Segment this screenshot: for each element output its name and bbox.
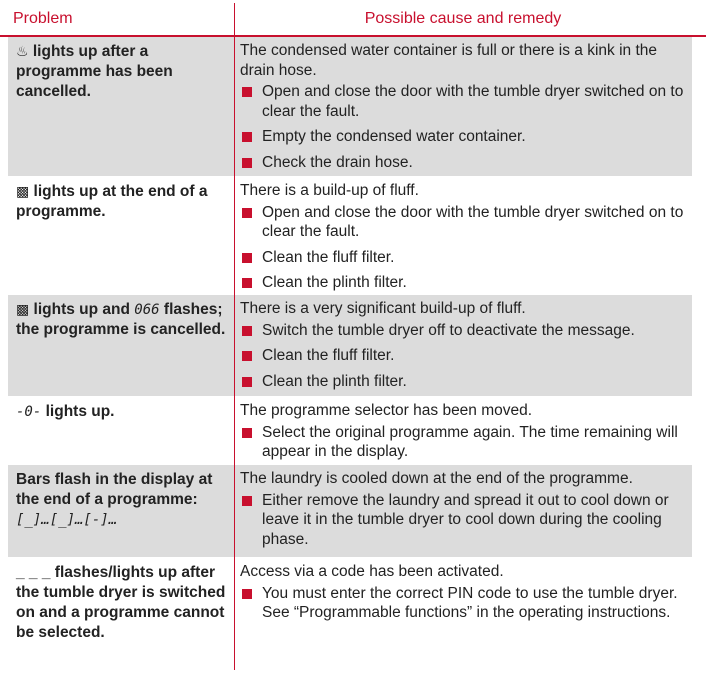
header-cause: Possible cause and remedy [364,10,562,27]
problem-cell: -0- lights up. [16,403,115,420]
cause-cell [240,401,688,468]
problem-cell [16,182,232,222]
cause-text: The laundry is cooled down at the end of the programme. [240,470,633,487]
bullet-square-icon [242,253,252,263]
table-row [8,465,692,557]
list-item: Select the original programme again. The time remaining will appear in the display. [240,423,688,462]
header-problem: Problem [13,10,73,27]
cause-cell [240,41,688,178]
problem-cell: Bars flash in the display at the end of a programme: [_]…[_]…[-]… [16,471,213,528]
table-header [0,0,706,37]
table-row [8,397,692,464]
bullet-square-icon [242,377,252,387]
display-code: 066 [134,302,160,318]
display-code: -0- [16,404,42,420]
bullet-square-icon [242,428,252,438]
list-item: Open and close the door with the tumble dryer switched on to clear the fault. [240,203,688,242]
bullet-square-icon [242,496,252,506]
bullet-square-icon [242,278,252,288]
cause-cell [240,469,688,555]
remedy-list [240,491,688,550]
remedy-list [240,203,688,293]
cause-text: There is a very significant build-up of fluff. [240,300,526,317]
bullet-square-icon [242,158,252,168]
list-item: Clean the plinth filter. [240,372,688,392]
bullet-square-icon [242,589,252,599]
remedy-list [240,321,688,392]
list-item: Check the drain hose. [240,153,688,173]
cause-cell [240,562,688,629]
problem-cell [16,563,232,643]
table-row [8,558,692,670]
cause-text: There is a build-up of fluff. [240,182,419,199]
fluff-filter-icon: ▩ [16,302,30,318]
problem-text: lights up at the end of a programme. [16,183,208,220]
remedy-list [240,423,688,462]
cause-text: The condensed water container is full or there is a kink in the drain hose. [240,42,658,79]
list-item: Switch the tumble dryer off to deactivate the message. [240,321,688,341]
problem-cell: ▩ lights up and 066 flashes; the programme is cancelled. [16,301,226,338]
table-row [8,295,692,396]
cause-cell [240,299,688,397]
cause-text: Access via a code has been activated. [240,563,504,580]
cause-text: The programme selector has been moved. [240,402,533,419]
list-item: Either remove the laundry and spread it out to cool down or leave it in the tumble dryer to cool down during the cooling phase. [240,491,688,550]
problem-text: lights up after a programme has been cancelled. [16,43,173,100]
list-item: You must enter the correct PIN code to use the tumble dryer. See “Programmable functions” in the operating instructions. [240,584,688,623]
bullet-square-icon [242,351,252,361]
list-item: Open and close the door with the tumble dryer switched on to clear the fault. [240,82,688,121]
bullet-square-icon [242,208,252,218]
table-row [8,177,692,294]
list-item: Clean the plinth filter. [240,273,688,293]
list-item: Clean the fluff filter. [240,346,688,366]
list-item: Empty the condensed water container. [240,127,688,147]
bullet-square-icon [242,132,252,142]
water-container-icon: ♨ [16,44,29,60]
column-divider [234,3,235,670]
fluff-filter-icon: ▩ [16,184,30,200]
bullet-square-icon [242,87,252,97]
display-code: [_]…[_]…[-]… [16,512,118,528]
remedy-list [240,82,688,172]
remedy-list [240,584,688,623]
cause-cell [240,181,688,299]
problem-text: _ _ _ flashes/lights up after the tumble dryer is switched on and a programme cannot be selected. [16,564,226,641]
list-item: Clean the fluff filter. [240,248,688,268]
table-row [8,37,692,176]
bullet-square-icon [242,326,252,336]
problem-cell [16,42,232,102]
